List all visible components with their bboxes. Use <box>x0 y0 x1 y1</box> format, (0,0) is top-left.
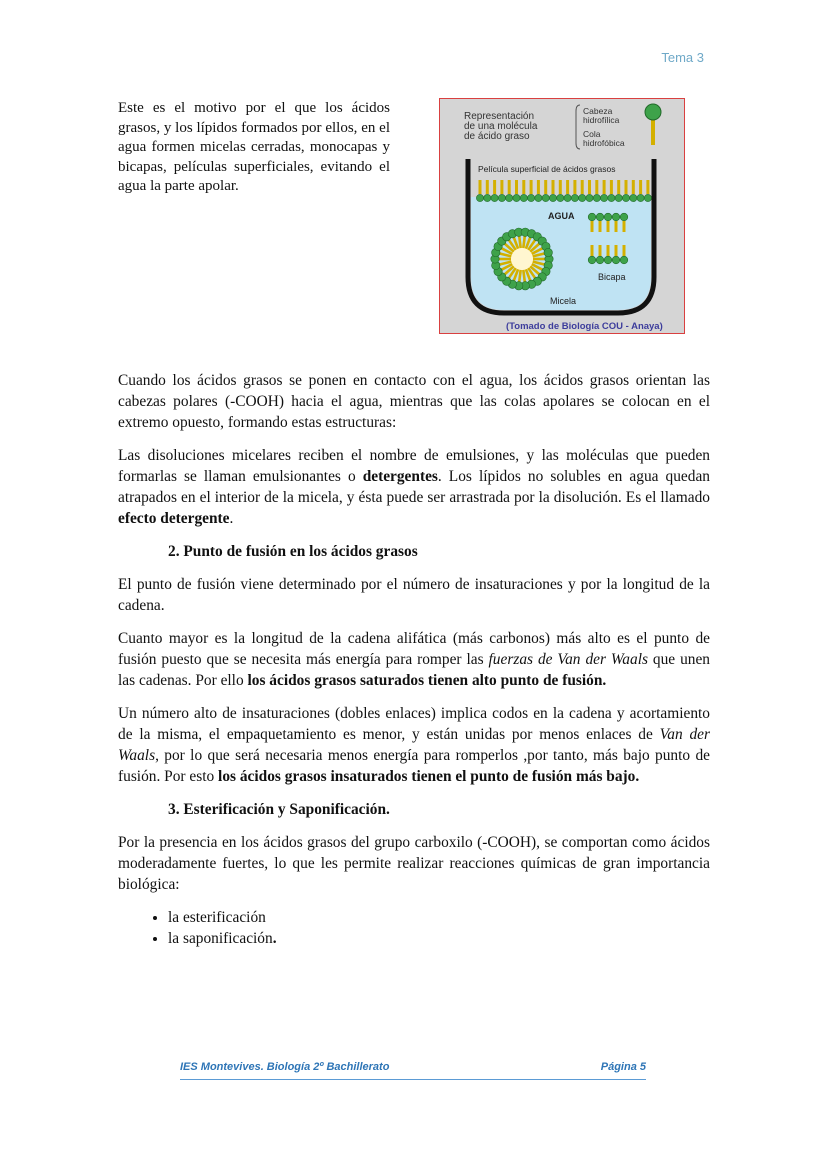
head <box>601 194 608 201</box>
cola-label-2: hidrofóbica <box>583 138 625 148</box>
head <box>588 256 596 264</box>
term-van-der-waals: Van der Waals <box>118 726 710 764</box>
term-van-der-waals: fuerzas de Van der Waals <box>488 651 648 668</box>
cabeza-label-1: Cabeza <box>583 106 613 116</box>
micela-label: Micela <box>550 296 577 306</box>
head <box>612 213 620 221</box>
head <box>557 194 564 201</box>
conclusion-unsaturated: los ácidos grasos insaturados tienen el punto de fusión más bajo. <box>218 768 640 785</box>
reaction-list <box>118 907 710 949</box>
head <box>535 194 542 201</box>
paragraph-chain-length <box>118 628 710 691</box>
intro-paragraph: Este es el motivo por el que los ácidos grasos, y los lípidos formados por ellos, en el agua formen micelas cerradas, monocapas y bicapas, películas superficiales, evitando el agua la parte apolar. <box>118 100 390 194</box>
head <box>484 194 491 201</box>
head <box>528 194 535 201</box>
paragraph-emulsions <box>118 445 710 529</box>
head <box>498 194 505 201</box>
text: la saponificación <box>168 930 273 947</box>
head <box>604 256 612 264</box>
list-item <box>168 928 710 949</box>
paragraph-structures: Cuando los ácidos grasos se ponen en contacto con el agua, los ácidos grasos orientan las cabezas polares (-COOH) hacia el agua, mientras que las colas apolares se colocan en el extremo opuesto, formando estas estructuras: <box>118 372 710 431</box>
section-heading-2: 2. Punto de fusión en los ácidos grasos <box>168 543 418 560</box>
text: . <box>229 510 234 527</box>
text: Las disoluciones micelares reciben el nombre de emulsiones, y las moléculas que pueden formarlas se llaman emulsionantes o <box>118 447 710 485</box>
head <box>513 194 520 201</box>
head <box>620 256 628 264</box>
rep-label-2: de una molécula <box>464 121 538 132</box>
head <box>608 194 615 201</box>
figure-credit: (Tomado de Biología COU - Anaya) <box>506 321 663 332</box>
head <box>612 256 620 264</box>
footer-school: IES Montevives. Biología 2º Bachillerato <box>180 1061 390 1073</box>
head <box>630 194 637 201</box>
term-efecto-detergente: efecto detergente <box>118 510 230 527</box>
page-footer <box>180 1061 646 1080</box>
section-heading-3: 3. Esterificación y Saponificación. <box>168 801 390 818</box>
head <box>506 194 513 201</box>
chapter-label: Tema 3 <box>661 50 704 65</box>
head <box>549 194 556 201</box>
head <box>542 194 549 201</box>
rep-label-1: Representación <box>464 111 535 122</box>
micelle-figure <box>439 98 685 334</box>
head <box>593 194 600 201</box>
head <box>620 213 628 221</box>
text: Cuanto mayor es la longitud de la cadena alifática (más carbonos) más alto es el punto de fusión puesto que se necesita más energía para romper las <box>118 630 710 668</box>
paragraph-unsaturation <box>118 703 710 787</box>
cabeza-label-2: hidrofílica <box>583 115 620 125</box>
paragraph-melting-point: El punto de fusión viene determinado por el número de insaturaciones y por la longitud de la cadena. <box>118 576 710 614</box>
head <box>588 213 596 221</box>
text: , por lo que será necesaria menos energía para romperlos ,por tanto, más bajo punto de fusión. Por esto <box>118 747 710 785</box>
conclusion-saturated: los ácidos grasos saturados tienen alto punto de fusión. <box>247 672 607 689</box>
head <box>615 194 622 201</box>
bicapa-label: Bicapa <box>598 272 626 282</box>
tail <box>523 236 524 248</box>
rep-label-3: de ácido graso <box>464 131 530 142</box>
tail <box>519 236 520 248</box>
micelle-diagram <box>440 99 685 334</box>
text: . <box>272 930 277 947</box>
main-content <box>118 370 710 949</box>
tail <box>519 270 520 282</box>
agua-label: AGUA <box>548 211 575 221</box>
head <box>637 194 644 201</box>
head <box>476 194 483 201</box>
term-detergentes: detergentes <box>362 468 438 485</box>
head <box>564 194 571 201</box>
text: que unen las cadenas. Por ello <box>118 651 710 689</box>
cola-label-1: Cola <box>583 129 601 139</box>
list-item: • la esterificación <box>168 907 710 928</box>
head <box>544 248 552 256</box>
head <box>604 213 612 221</box>
head <box>520 194 527 201</box>
head <box>596 256 604 264</box>
text: . Los lípidos no solubles en agua quedan atrapados en el interior de la micela, y ésta puede ser arrastrada por la disolución. Es el llamado <box>118 468 710 506</box>
head <box>579 194 586 201</box>
pelicula-label: Película superficial de ácidos grasos <box>478 164 616 174</box>
paragraph-carboxyl: Por la presencia en los ácidos grasos del grupo carboxilo (-COOH), se comportan como ácidos moderadamente fuertes, lo que les permite realizar reacciones químicas de gran importancia biológica: <box>118 834 710 893</box>
head <box>596 213 604 221</box>
head <box>491 194 498 201</box>
tail <box>523 270 524 282</box>
head <box>586 194 593 201</box>
head <box>644 194 651 201</box>
head <box>571 194 578 201</box>
legend-head <box>645 104 661 120</box>
head <box>622 194 629 201</box>
text: Un número alto de insaturaciones (dobles enlaces) implica codos en la cadena y acortamiento de la misma, el empaquetamiento es menor, y están unidas por menos enlaces de <box>118 705 710 743</box>
page-number: Página 5 <box>600 1061 646 1073</box>
